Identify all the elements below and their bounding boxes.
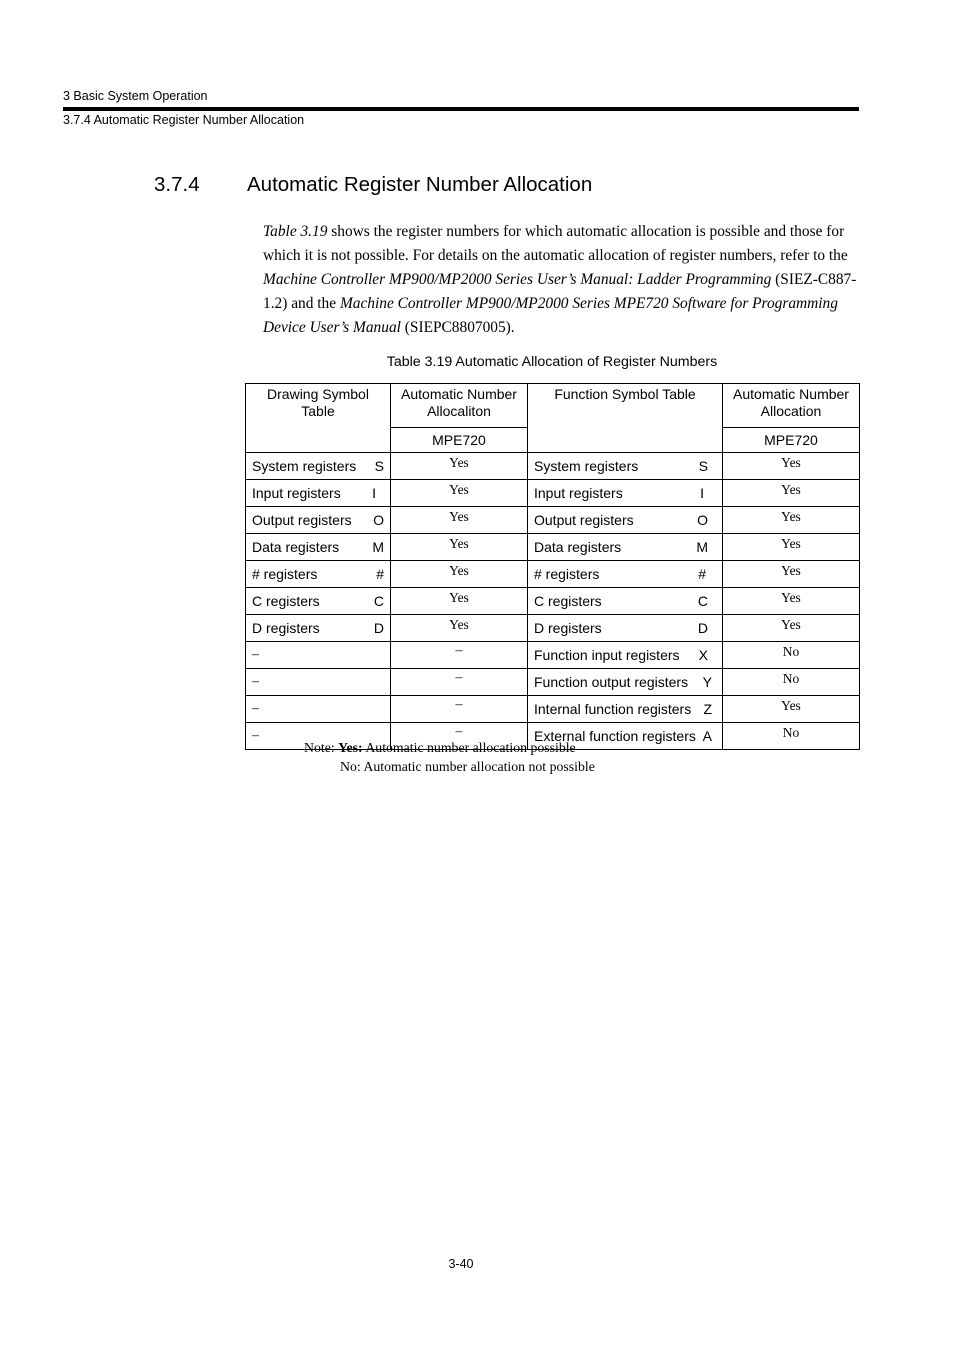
table-row: – – External function registers A No xyxy=(246,723,860,750)
table-row: Output registers O Yes Output registers O Yes xyxy=(246,507,860,534)
header-rule xyxy=(63,107,859,111)
running-header-section: 3.7.4 Automatic Register Number Allocation xyxy=(63,113,305,127)
table-row: Input registers I Yes Input registers I Yes xyxy=(246,480,860,507)
table-row: – – Function output registers Y No xyxy=(246,669,860,696)
page-number: 3-40 xyxy=(448,1257,474,1271)
section-number: 3.7.4 xyxy=(154,173,200,196)
header-auto-allocation-1: Automatic Number Allocaliton xyxy=(391,384,528,428)
header-mpe720-2: MPE720 xyxy=(723,428,860,453)
table-row: C registers C Yes C registers C Yes xyxy=(246,588,860,615)
table-row: Data registers M Yes Data registers M Yes xyxy=(246,534,860,561)
table-row: # registers # Yes # registers # Yes xyxy=(246,561,860,588)
table-row: – – Function input registers X No xyxy=(246,642,860,669)
register-allocation-table xyxy=(245,383,860,750)
header-drawing-symbol: Drawing Symbol Table xyxy=(246,384,391,453)
manual-reference-1: Machine Controller MP900/MP2000 Series User’s Manual: Ladder Programming xyxy=(263,271,772,288)
table-row: System registers S Yes System registers S Yes xyxy=(246,453,860,480)
manual-reference-2: Machine Controller MP900/MP2000 Series MPE720 Software for Programming Device User’s Manual xyxy=(263,295,838,336)
table-row: – – Internal function registers Z Yes xyxy=(246,696,860,723)
header-auto-allocation-2: Automatic Number Allocation xyxy=(723,384,860,428)
table-caption: Table 3.19 Automatic Allocation of Register Numbers xyxy=(386,354,718,370)
section-title: Automatic Register Number Allocation xyxy=(247,173,593,196)
table-note: Note: Yes: Automatic number allocation possible No: Automatic number allocation not possible xyxy=(304,740,595,774)
body-paragraph: Table 3.19 shows the register numbers for which automatic allocation is possible and those for which it is not possible. For details on the automatic allocation of register numbers, refer to the Machine Controller MP900/MP2000 Series User’s Manual: Ladder Programming (SIEZ-C887-1.2) and the Machine Controller MP900/MP2000 Series MPE720 Software for Programming Device User’s Manual (SIEPC8807005). xyxy=(263,223,857,336)
table-reference: Table 3.19 xyxy=(263,223,328,240)
header-function-symbol: Function Symbol Table xyxy=(528,384,723,453)
running-header-chapter: 3 Basic System Operation xyxy=(63,89,208,103)
header-mpe720-1: MPE720 xyxy=(391,428,528,453)
table-row: D registers D Yes D registers D Yes xyxy=(246,615,860,642)
